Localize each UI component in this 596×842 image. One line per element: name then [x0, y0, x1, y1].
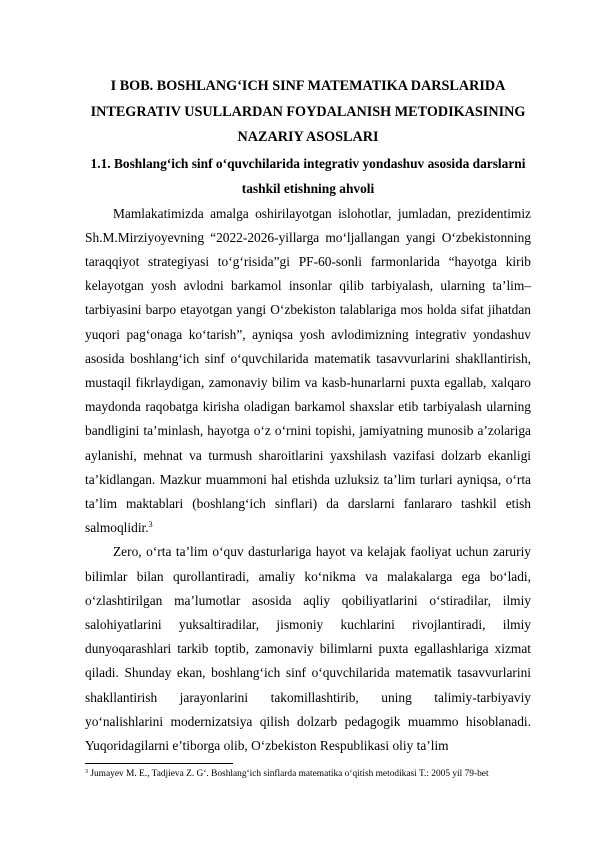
- footnote-number: 3: [85, 769, 88, 775]
- section-title-line-1: 1.1. Boshlang‘ich sinf o‘quvchilarida integrativ yondashuv asosida darslarni: [90, 155, 526, 171]
- paragraph-2: [85, 540, 531, 758]
- paragraph-2-text: Zero, o‘rta ta’lim o‘quv dasturlariga hayot va kelajak faoliyat uchun zaruriy bilimlar bilan qurollantiradi, amaliy ko‘nikma va malakalarga ega bo‘ladi, o‘zlashtirilgan ma’lumotlar asosida aqliy qobiliyatlarini o‘stiradilar, ilmiy salohiyatlarini yuksaltiradilar, jismoniy kuchlarini rivojlantiradi, ilmiy dunyoqarashlari tarkib toptib, zamonaviy bilimlarni puxta egallashlariga xizmat qiladi. Shunday ekan, boshlang‘ich sinf o‘quvchilarida matematik tasavvurlarini shakllantirish jarayonlarini takomillashtirib, uning talimiy-tarbiyaviy yo‘nalishlarini modernizatsiya qilish dolzarb pedagogik muammo hisoblanadi. Yuqoridagilarni e’tiborga olib, O‘zbekiston Respublikasi oliy ta’lim: [85, 544, 531, 753]
- section-title-line-2: tashkil etishning ahvoli: [241, 181, 375, 196]
- footnote: [85, 768, 531, 780]
- page-body: [85, 74, 531, 758]
- chapter-title-line-1: I BOB. BOSHLANG‘ICH SINF MATEMATIKA DARSLARIDA: [110, 78, 506, 94]
- footnote-reference[interactable]: 3: [148, 520, 153, 530]
- chapter-title-line-2: INTEGRATIV USULLARDAN FOYDALANISH METODIKASINING: [90, 103, 526, 120]
- footnote-text: Jumayev M. E., Tadjieva Z. G‘. Boshlang‘ich sinflarda matematika o‘qitish metodikasi T.: 2005 yil 79-bet: [88, 769, 489, 779]
- paragraph-1-text: Mamlakatimizda amalga oshirilayotgan islohotlar, jumladan, prezidentimiz Sh.M.Mirziyoyevning “2022-2026-yillarga mo‘ljallangan yangi O‘zbekistonning taraqqiyot strategiyasi to‘g‘risida”gi PF-60-sonli farmonlarida “hayotga kirib kelayotgan yosh avlodni barkamol insonlar qilib tarbiyalash, ularning ta’lim–tarbiyasini barpo etayotgan yangi O‘zbekiston talablariga mos holda sifat jihatdan yuqori pag‘onaga ko‘tarish”, ayniqsa yosh avlodimizning integrativ yondashuv asosida boshlang‘ich sinf o‘quvchilarida matematik tasavvurlarini shakllantirish, mustaqil fikrlaydigan, zamonaviy bilim va kasb-hunarlarni puxta egallab, xalqaro maydonda raqobatga kirisha oladigan barkamol shaxslar etib tarbiyalash ularning bandligini ta’minlash, hayotga o‘z o‘rnini topishi, jamiyatning munosib a’zolariga aylanishi, mehnat va turmush sharoitlarini yaxshilash vazifasi dolzarb ekanligi ta’kidlangan. Mazkur muammoni hal etishda uzluksiz ta’lim turlari ayniqsa, o‘rta ta’lim maktablari (boshlang‘ich sinflari) da darslarni fanlararo tashkil etish salmoqlidir.: [85, 205, 531, 536]
- footnote-divider: [85, 763, 233, 764]
- chapter-title: [85, 74, 531, 151]
- section-title: [85, 151, 531, 202]
- chapter-title-line-3: NAZARIY ASOSLARI: [237, 129, 379, 145]
- paragraph-1: [85, 202, 531, 541]
